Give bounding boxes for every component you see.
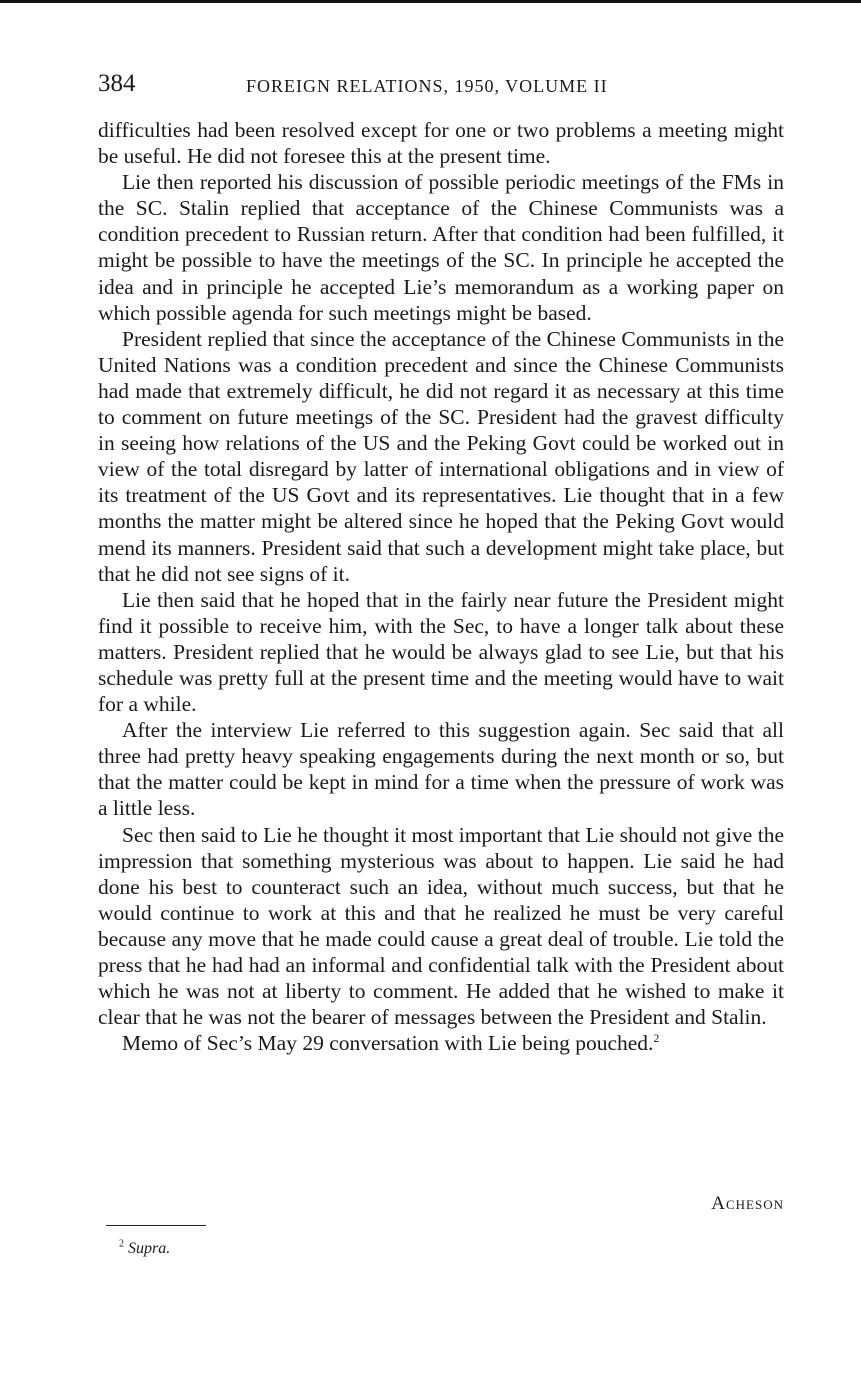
footnote-text: Supra. [128,1240,171,1257]
memo-text: Memo of Sec’s May 29 conversation with Lie being pouched. [122,1031,654,1056]
paragraph-stalin-reply: Lie then reported his discussion of possible periodic meetings of the FMs in the SC. Stalin replied that acceptance of the Chinese Communists was a condition precedent to Russian return. After that condition had been fulfilled, it might be possible to have the meetings of the SC. In principle he accepted the idea and in principle he accepted Lie’s memorandum as a working paper on which possible agenda for such meetings might be based. [98,170,784,325]
paragraph-lie-request: Lie then said that he hoped that in the fairly near future the President might find it possible to receive him, with the Sec, to have a longer talk about these matters. President replied that he would be always glad to see Lie, but that his schedule was pretty full at the present time and the meeting would have to wait for a while. [98,587,784,717]
memo-line [98,1030,784,1056]
page-header [98,70,784,100]
paragraph-president-reply: President replied that since the acceptance of the Chinese Communists in the United Nations was a condition precedent and since the Chinese Communists had made that extremely difficult, he did not regard it as necessary at this time to comment on future meetings of the SC. President had the gravest difficulty in seeing how relations of the US and the Peking Govt could be worked out in view of the total disregard by latter of international obligations and in view of its treatment of the US Govt and its representatives. Lie thought that in a few months the matter might be altered since he hoped that the Peking Govt would mend its manners. President said that such a development might take place, but that he did not see signs of it. [98,326,784,586]
page-number: 384 [98,70,136,97]
paragraph-continuation: difficulties had been resolved except for one or two problems a meeting might be useful. He did not foresee this at the present time. [98,118,784,169]
footnote-rule [106,1225,206,1226]
footnote-marker: 2 [119,1238,124,1250]
body-text [98,117,784,1056]
signature: Acheson [711,1193,784,1214]
top-edge-rule [0,0,861,3]
paragraph-after-interview: After the interview Lie referred to this suggestion again. Sec said that all three had pretty heavy speaking engagements during the next month or so, but that the matter could be kept in mind for a time when the pressure of work was a little less. [98,718,784,821]
paragraph-sec-advice: Sec then said to Lie he thought it most important that Lie should not give the impression that something mysterious was about to happen. Lie said he had done his best to counteract such an idea, without much success, but that he would continue to work at this and that he realized he must be very careful because any move that he made could cause a great deal of trouble. Lie told the press that he had had an informal and confidential talk with the President about which he was not at liberty to comment. He added that he wished to make it clear that he was not the bearer of messages between the President and Stalin. [98,822,784,1030]
running-head: FOREIGN RELATIONS, 1950, VOLUME II [246,76,608,96]
footnote-reference: 2 [653,1031,660,1046]
footnote [119,1240,170,1258]
